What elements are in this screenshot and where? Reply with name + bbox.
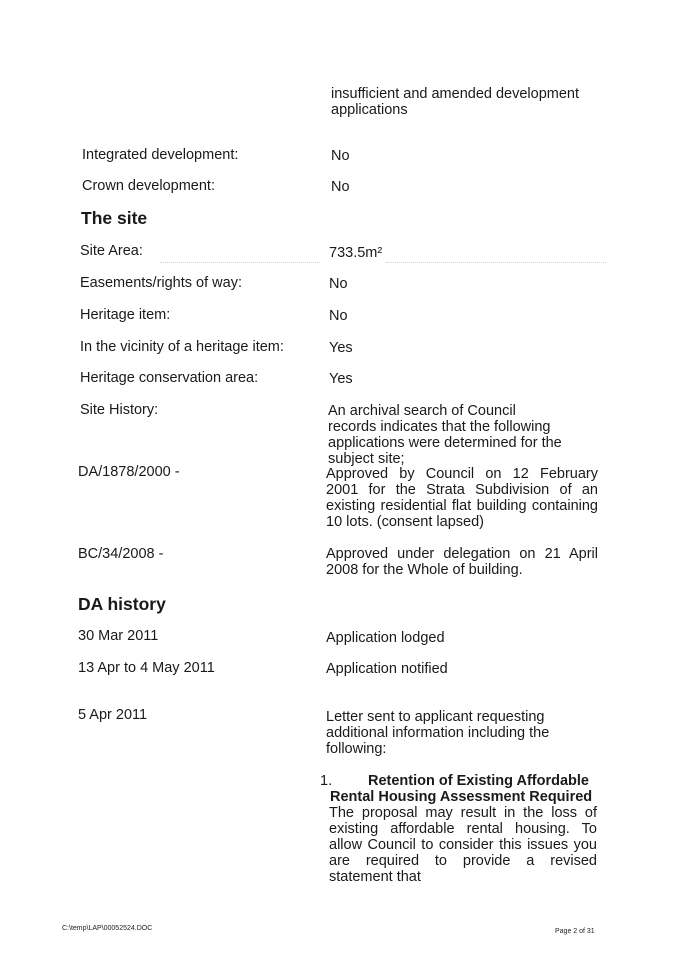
easements-value: No: [329, 276, 348, 292]
easements-label: Easements/rights of way:: [80, 275, 242, 291]
application-text: Approved by Council on 12 February 2001 for the Strata Subdivision of an existing residential flat building containing 10 lots. (consent lapsed): [326, 466, 598, 530]
footer-file-path: C:\temp\LAP\00052524.DOC: [62, 925, 153, 932]
site-heading: The site: [81, 208, 148, 228]
application-ref: DA/1878/2000 -: [78, 464, 180, 480]
site-area-value: 733.5m²: [329, 245, 383, 261]
conservation-area-label: Heritage conservation area:: [80, 370, 259, 386]
leader-dots: [160, 262, 320, 263]
footer-page-number: Page 2 of 31: [555, 928, 595, 935]
site-history-label: Site History:: [80, 402, 159, 418]
item-number: 1.: [320, 773, 333, 789]
crown-development-label: Crown development:: [82, 178, 215, 194]
heritage-item-value: No: [329, 308, 348, 324]
conservation-area-value: Yes: [329, 371, 353, 387]
event-text: Application lodged: [326, 630, 445, 646]
crown-development-value: No: [331, 179, 350, 195]
event-text: Application notified: [326, 661, 448, 677]
heritage-vicinity-label: In the vicinity of a heritage item:: [80, 339, 284, 355]
heritage-item-label: Heritage item:: [80, 307, 171, 323]
intro-continuation: insufficient and amended development applications: [331, 86, 580, 118]
event-text: Letter sent to applicant requesting additional information including the following:: [326, 709, 550, 757]
site-history-text: An archival search of Council records indicates that the following applications were determined for the subject site;: [328, 403, 562, 467]
item-title: Retention of Existing Affordable Rental Housing Assessment Required: [330, 773, 593, 805]
integrated-development-label: Integrated development:: [82, 147, 239, 163]
event-date: 30 Mar 2011: [78, 628, 159, 644]
site-area-label: Site Area:: [80, 243, 143, 259]
application-ref: BC/34/2008 -: [78, 546, 164, 562]
event-date: 13 Apr to 4 May 2011: [78, 660, 215, 676]
event-date: 5 Apr 2011: [78, 707, 148, 723]
da-history-heading: DA history: [78, 594, 166, 614]
application-text: Approved under delegation on 21 April 2008 for the Whole of building.: [326, 546, 598, 578]
integrated-development-value: No: [331, 148, 350, 164]
heritage-vicinity-value: Yes: [329, 340, 353, 356]
leader-dots: [386, 262, 606, 263]
item-text: The proposal may result in the loss of existing affordable rental housing. To allow Council to consider this issues you are required to provide a revised statement that: [329, 805, 597, 885]
